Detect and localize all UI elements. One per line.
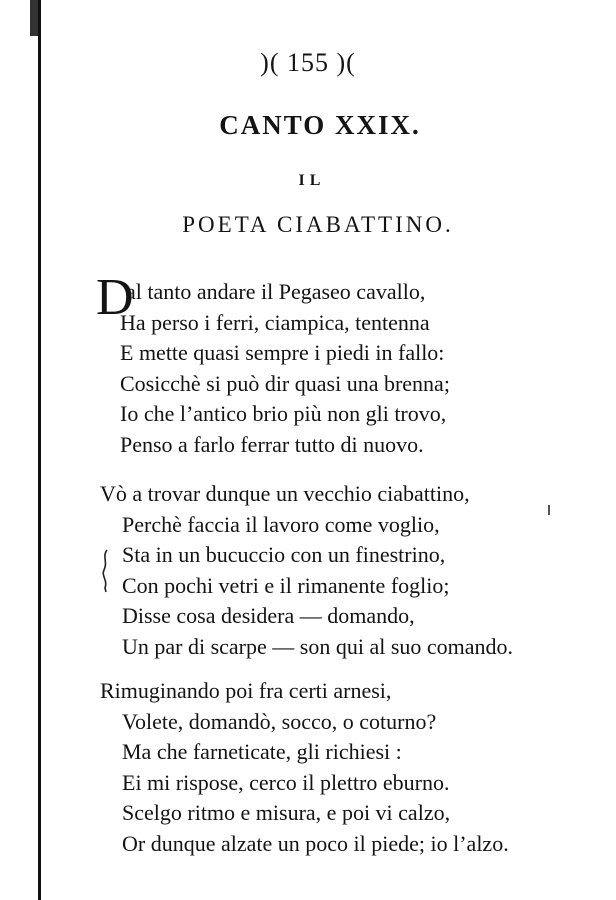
verse-line: Or dunque alzate un poco il piede; io l’alzo. xyxy=(122,830,509,856)
verse-line: Rimuginando poi fra certi arnesi, xyxy=(100,678,392,703)
poem-subtitle: POETA CIABATTINO. xyxy=(182,212,454,237)
verse-line: Ei mi rispose, cerco il plettro eburno. xyxy=(122,769,450,795)
page-number: )( 155 )( xyxy=(260,48,356,77)
verse-line: Volete, domandò, socco, o coturno? xyxy=(122,708,437,734)
verse-line: Io che l’antico brio più non gli trovo, xyxy=(120,401,447,426)
canto-title: CANTO XXIX. xyxy=(219,110,421,140)
verse-line: Vò a trovar dunque un vecchio ciabattino, xyxy=(100,481,470,506)
article-il: IL xyxy=(298,172,326,189)
verse-line: Penso a farlo ferrar tutto di nuovo. xyxy=(120,431,424,457)
stanza-1 xyxy=(98,277,450,460)
drop-cap: D xyxy=(96,269,134,326)
verse-line: Disse cosa desidera — domando, xyxy=(122,603,415,628)
verse-line: Cosicchè si può dir quasi una brenna; xyxy=(120,370,450,396)
stanza-3 xyxy=(100,676,509,859)
verse-line: Ma che farneticate, gli richiesi : xyxy=(122,739,402,764)
margin-bracket-mark xyxy=(100,548,110,594)
verse-line: E mette quasi sempre i piedi in fallo: xyxy=(120,340,445,365)
verse-line: Con pochi vetri e il rimanente foglio; xyxy=(122,572,450,598)
verse-line: Un par di scarpe — son qui al suo comando. xyxy=(122,633,514,659)
verse-line: Ha perso i ferri, ciampica, tentenna xyxy=(120,309,430,335)
paper-speck xyxy=(548,505,550,515)
verse-line: al tanto andare il Pegaseo cavallo, xyxy=(126,279,426,304)
verse-line: Perchè faccia il lavoro come voglio, xyxy=(122,511,440,537)
stanza-2 xyxy=(100,479,513,662)
verse-line: Scelgo ritmo e misura, e poi vi calzo, xyxy=(122,800,451,825)
verse-line: Sta in un bucuccio con un finestrino, xyxy=(122,542,446,567)
